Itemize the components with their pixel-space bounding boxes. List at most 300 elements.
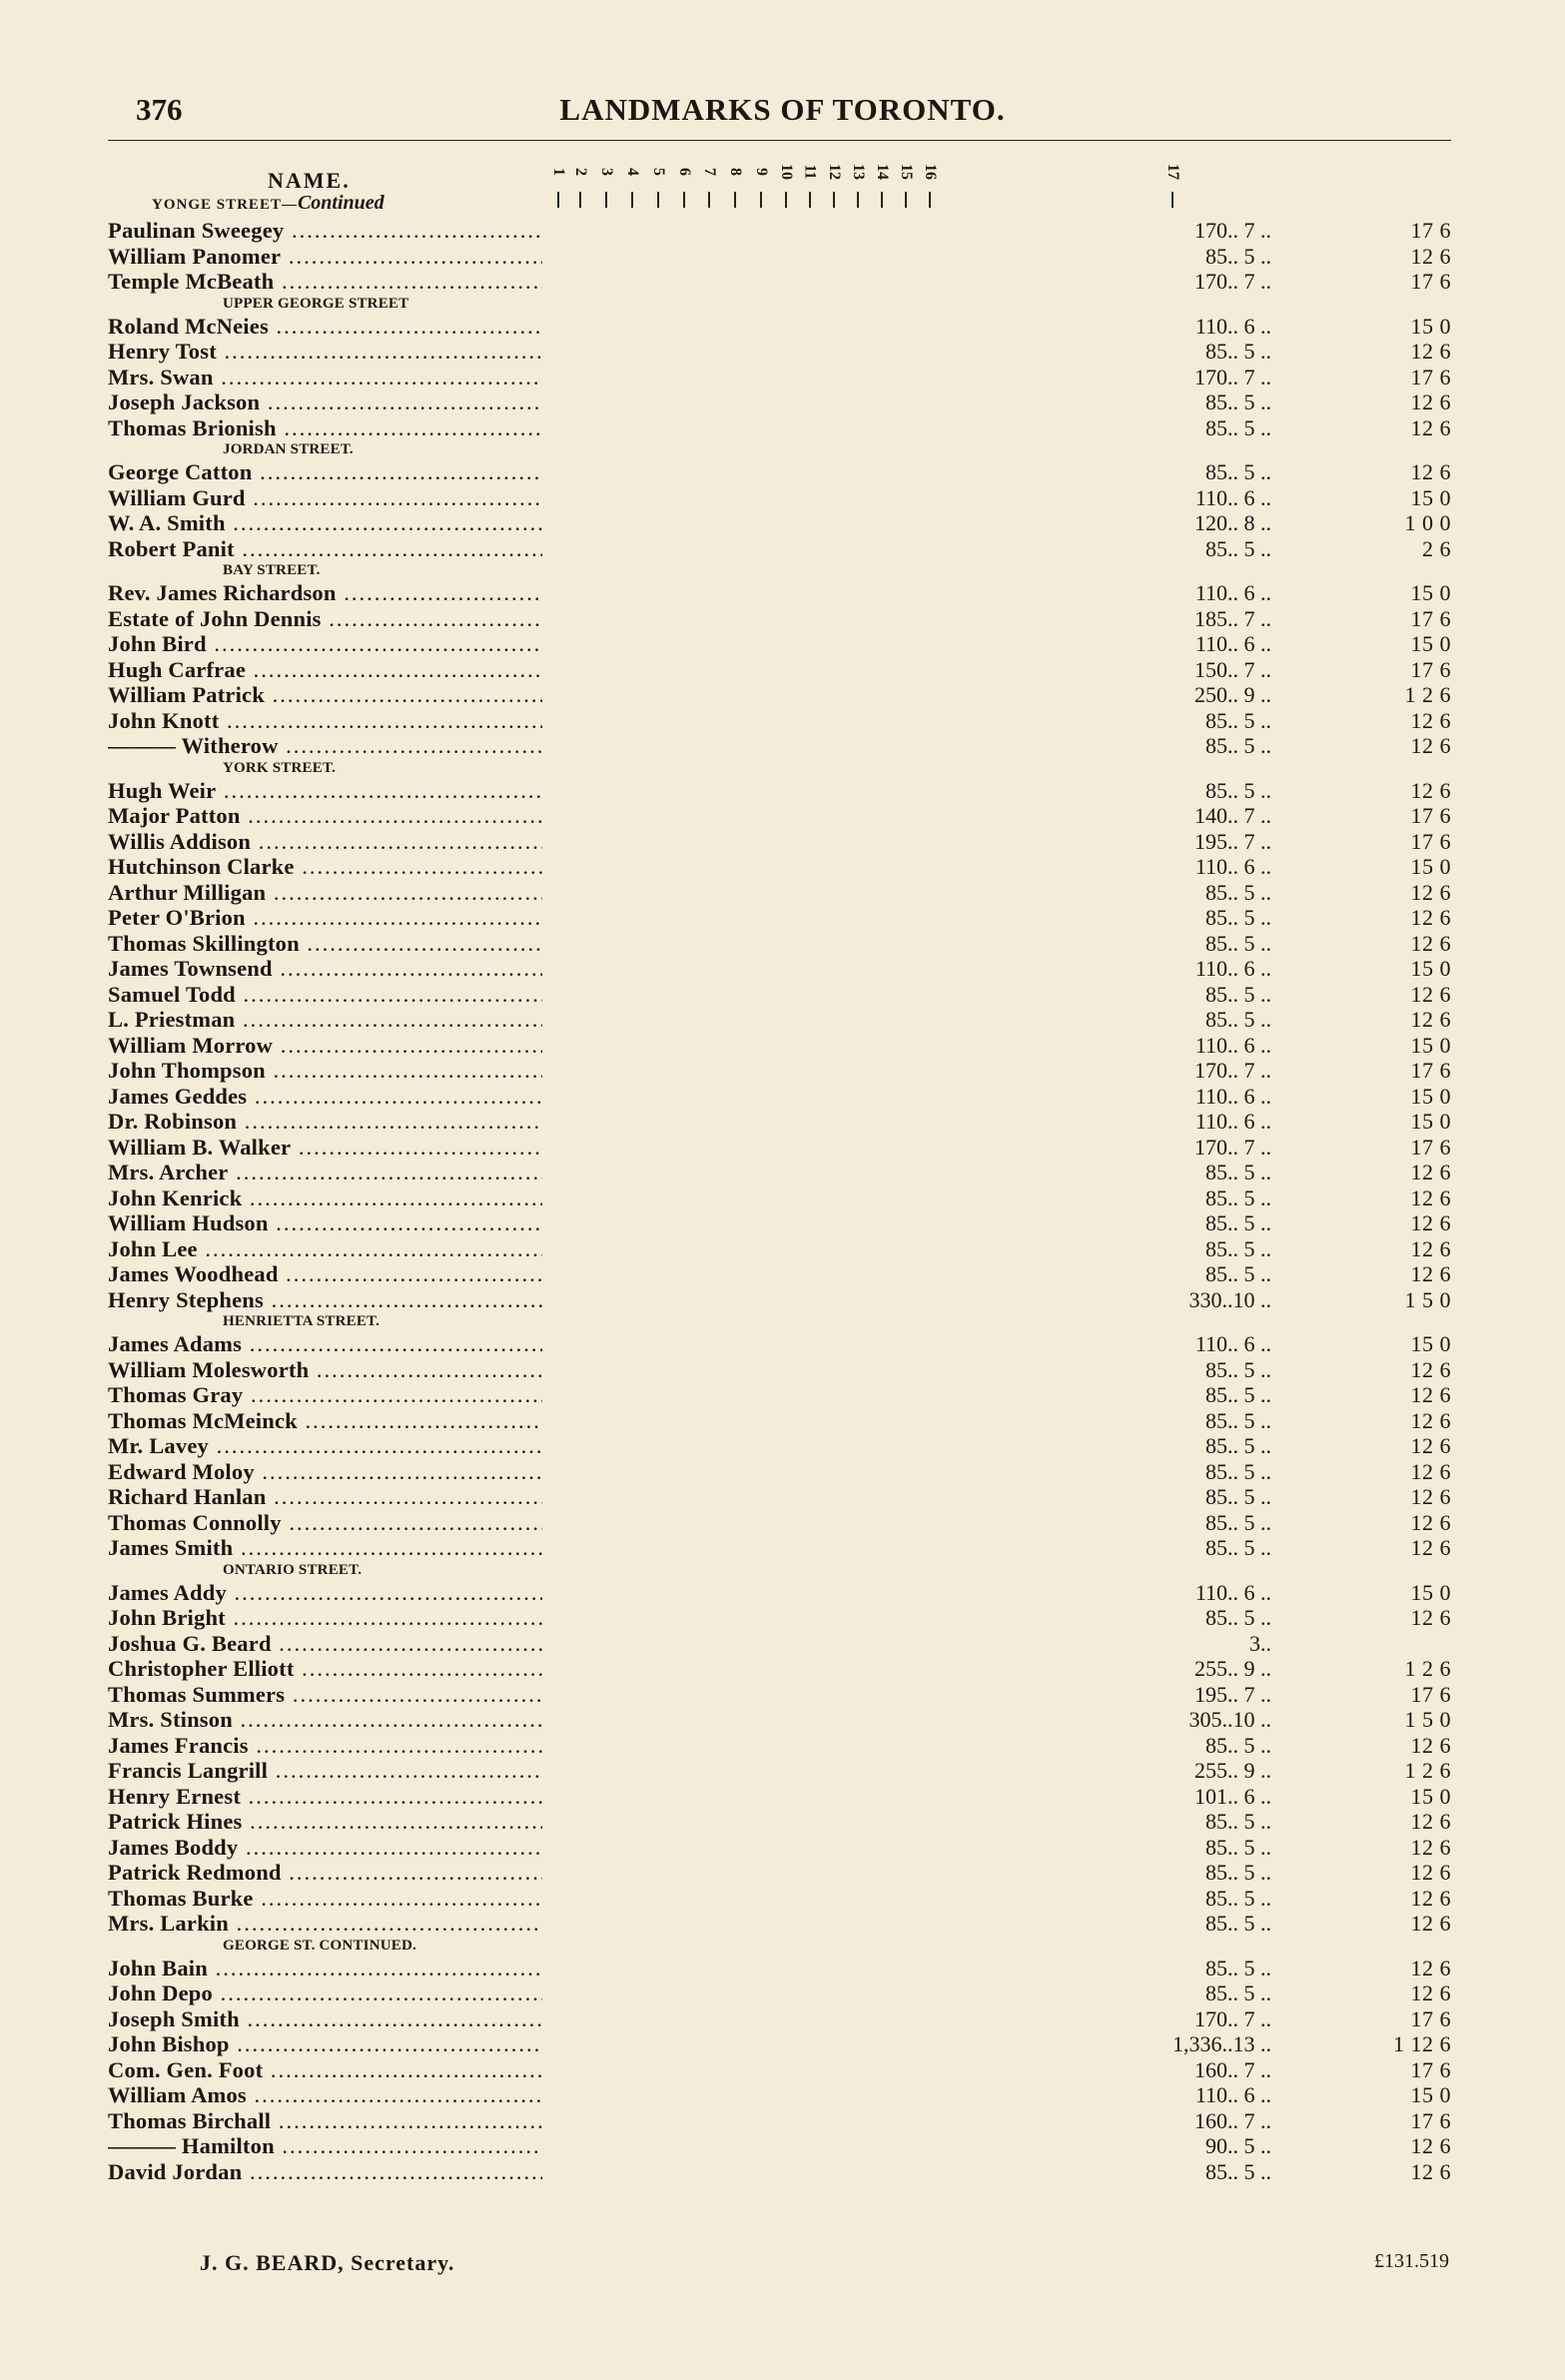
assessment-amount: 85.. 5 .. [1152,1261,1271,1287]
tax-total: 12 6 [1410,459,1451,484]
owner-name: James Boddy ..... [108,1835,542,1861]
street-section-heading [108,759,1451,778]
tax-total: 15 0 [1410,580,1451,605]
table-row [108,1784,1451,1810]
owner-name: Patrick Hines ..... [108,1809,542,1835]
assessment-amount: 110.. 6 .. [1152,1084,1271,1110]
secretary-signature: J. G. BEARD, Secretary. [200,2250,455,2275]
table-row [108,510,1451,536]
assessment-amount: 85.. 5 .. [1152,778,1271,804]
tax-total: 12 6 [1410,1484,1451,1509]
owner-name: James Francis ..... [108,1733,542,1759]
street-name: UPPER GEORGE STREET [223,295,409,312]
assessment-amount: 85.. 5 .. [1152,880,1271,906]
table-row [108,1236,1451,1262]
column-divider [631,192,633,208]
assessment-amount: 85.. 5 .. [1152,1459,1271,1485]
tax-total: 12 6 [1410,1732,1451,1758]
street-section-heading [108,561,1451,580]
assessment-amount: 85.. 5 .. [1152,1484,1271,1510]
table-row [108,733,1451,759]
owner-name: John Bain ..... [108,1956,542,1982]
column-divider [833,192,835,208]
street-section-heading [108,295,1451,314]
tax-total: 12 6 [1410,2158,1451,2184]
table-row [108,1707,1451,1733]
tax-total: 12 6 [1410,1605,1451,1630]
tax-total: 12 6 [1410,414,1451,440]
column-number-9: 9 [753,168,770,176]
assessment-amount: 85.. 5 .. [1152,1911,1271,1937]
table-row [108,1733,1451,1759]
tax-total: 17 6 [1410,2005,1451,2031]
owner-name: Joseph Smith ..... [108,2006,542,2032]
column-number-16: 16 [922,164,939,180]
assessment-amount: 85.. 5 .. [1152,1382,1271,1408]
assessment-amount: 170.. 7 .. [1152,2006,1271,2032]
owner-name: Mrs. Stinson ..... [108,1707,542,1733]
owner-name: John Kenrick ..... [108,1186,542,1211]
table-row [108,1459,1451,1485]
tax-total: 15 0 [1410,631,1451,656]
tax-total: 12 6 [1410,981,1451,1007]
street-section-heading [108,1937,1451,1956]
owner-name: L. Priestman ..... [108,1007,542,1033]
tax-total: 12 6 [1410,930,1451,956]
table-row [108,1886,1451,1912]
table-row [108,314,1451,340]
assessment-amount: 85.. 5 .. [1152,1535,1271,1561]
page-number: 376 [136,92,183,127]
assessment-amount: 85.. 5 .. [1152,1160,1271,1186]
assessment-amount: 305..10 .. [1152,1707,1271,1733]
tax-total: 17 6 [1410,1058,1451,1083]
column-number-8: 8 [727,168,744,176]
grand-total: £131.519 [1374,2250,1449,2272]
assessment-amount: 170.. 7 .. [1152,269,1271,295]
table-row [108,657,1451,683]
owner-name: Samuel Todd ..... [108,982,542,1008]
table-row [108,2133,1451,2159]
table-row [108,1109,1451,1135]
owner-name: Mrs. Archer ..... [108,1160,542,1186]
tax-total: 17 6 [1410,2056,1451,2082]
tax-total: 1 5 0 [1404,1707,1451,1732]
assessment-amount: 85.. 5 .. [1152,1510,1271,1536]
owner-name: Richard Hanlan ..... [108,1484,542,1510]
owner-name: John Bird ..... [108,631,542,657]
owner-name: Hugh Weir ..... [108,778,542,804]
owner-name: Edward Moloy ..... [108,1459,542,1485]
tax-total: 12 6 [1410,1911,1451,1936]
tax-total: 12 6 [1410,1356,1451,1382]
table-row [108,1261,1451,1287]
assessment-amount: 85.. 5 .. [1152,733,1271,759]
table-row [108,2057,1451,2083]
owner-name: Rev. James Richardson ..... [108,580,542,606]
tax-total: 12 6 [1410,1210,1451,1235]
tax-total: 17 6 [1410,2107,1451,2133]
table-row [108,708,1451,734]
street-section-heading [108,440,1451,459]
assessment-amount: 160.. 7 .. [1152,2057,1271,2083]
column-number-11: 11 [802,164,819,180]
column-number-13: 13 [850,164,867,180]
table-row [108,1007,1451,1033]
tax-total: 12 6 [1410,1261,1451,1286]
assessment-amount: 85.. 5 .. [1152,905,1271,931]
owner-name: William Panomer ..... [108,244,542,270]
tax-total: 15 0 [1410,1109,1451,1134]
tax-total: 1 2 6 [1404,682,1451,707]
tax-total: 12 6 [1410,243,1451,269]
assessment-amount: 110.. 6 .. [1152,580,1271,606]
owner-name: Thomas McMeinck ..... [108,1408,542,1434]
table-row [108,931,1451,957]
tax-total: 17 6 [1410,269,1451,294]
owner-name: ——— Hamilton ..... [108,2133,542,2159]
owner-name: Joshua G. Beard ..... [108,1631,542,1657]
column-number-14: 14 [874,164,891,180]
owner-name: James Smith ..... [108,1535,542,1561]
owner-name: Thomas Summers ..... [108,1682,542,1708]
street-section-heading [108,1312,1451,1331]
tax-total: 12 6 [1410,2133,1451,2158]
assessment-amount: 160.. 7 .. [1152,2108,1271,2134]
owner-name: John Bishop ..... [108,2031,542,2057]
table-row [108,1382,1451,1408]
street-name: HENRIETTA STREET. [223,1313,381,1329]
owner-name: William Patrick ..... [108,682,542,708]
owner-name: Henry Stephens ..... [108,1287,542,1313]
owner-name: William Amos ..... [108,2082,542,2108]
column-divider [734,192,736,208]
table-row [108,1809,1451,1835]
table-row [108,1210,1451,1236]
section-heading-yonge: YONGE STREET—Continued [152,192,385,214]
owner-name: William B. Walker ..... [108,1135,542,1161]
tax-total: 17 6 [1410,656,1451,682]
column-divider [657,192,659,208]
column-number-12: 12 [826,164,843,180]
tax-total: 12 6 [1410,1981,1451,2005]
owner-name: Thomas Connolly ..... [108,1510,542,1536]
owner-name: David Jordan ..... [108,2159,542,2185]
assessment-amount: 85.. 5 .. [1152,931,1271,957]
column-number-2: 2 [572,168,589,176]
tax-total: 12 6 [1410,1955,1451,1981]
owner-name: John Knott ..... [108,708,542,734]
owner-name: William Hudson ..... [108,1210,542,1236]
owner-name: Temple McBeath ..... [108,269,542,295]
street-name: ONTARIO STREET. [223,1561,363,1578]
owner-name: Estate of John Dennis ..... [108,606,542,632]
assessment-amount: 90.. 5 .. [1152,2133,1271,2159]
column-divider [857,192,859,208]
tax-total: 12 6 [1410,339,1451,364]
street-section-heading [108,1561,1451,1580]
table-row [108,1484,1451,1510]
page-title: LANDMARKS OF TORONTO. [559,92,1006,127]
owner-name: George Catton ..... [108,459,542,485]
table-row [108,982,1451,1008]
tax-total: 17 6 [1410,605,1451,631]
owner-name: William Gurd ..... [108,485,542,511]
table-row [108,1433,1451,1459]
column-divider [881,192,883,208]
table-row [108,365,1451,391]
tax-total: 15 0 [1410,2082,1451,2107]
assessment-amount: 170.. 7 .. [1152,365,1271,391]
column-divider [683,192,685,208]
table-row [108,1033,1451,1059]
assessment-amount: 85.. 5 .. [1152,1186,1271,1211]
assessment-amount: 85.. 5 .. [1152,459,1271,485]
owner-name: Hugh Carfrae ..... [108,657,542,683]
assessment-amount: 85.. 5 .. [1152,2159,1271,2185]
tax-total: 12 6 [1410,1007,1451,1032]
assessment-amount: 110.. 6 .. [1152,854,1271,880]
assessment-amount: 110.. 6 .. [1152,1033,1271,1059]
assessment-amount: 170.. 7 .. [1152,1058,1271,1084]
table-row [108,1331,1451,1357]
tax-total: 17 6 [1410,1681,1451,1707]
table-row [108,1160,1451,1186]
page-footer [108,2250,1451,2280]
assessment-amount: 170.. 7 .. [1152,1135,1271,1161]
tax-total: 12 6 [1410,733,1451,758]
page-header [130,92,1435,132]
table-row [108,1682,1451,1708]
assessment-amount: 85.. 5 .. [1152,415,1271,441]
owner-name: Com. Gen. Foot ..... [108,2057,542,2083]
owner-name: John Lee ..... [108,1236,542,1262]
assessment-amount: 255.. 9 .. [1152,1758,1271,1784]
tax-total: 1 2 6 [1404,1656,1451,1681]
tax-total: 12 6 [1410,777,1451,803]
owner-name: Thomas Burke ..... [108,1886,542,1912]
tax-total: 17 6 [1410,828,1451,854]
table-row [108,2108,1451,2134]
tax-total: 12 6 [1410,1509,1451,1535]
table-row [108,1860,1451,1886]
owner-name: James Townsend ..... [108,956,542,982]
column-number-3: 3 [598,168,615,176]
owner-name: Robert Panit ..... [108,536,542,562]
owner-name: Peter O'Brion ..... [108,905,542,931]
assessment-amount: 85.. 5 .. [1152,1357,1271,1383]
tax-total: 12 6 [1410,879,1451,905]
tax-total: 1 2 6 [1404,1758,1451,1783]
assessment-amount: 85.. 5 .. [1152,1981,1271,2006]
table-row [108,1981,1451,2006]
column-divider [557,192,559,208]
table-row [108,2006,1451,2032]
column-divider [929,192,931,208]
assessment-table [108,218,1451,2184]
table-row [108,485,1451,511]
owner-name: Henry Ernest ..... [108,1784,542,1810]
owner-name: William Molesworth ..... [108,1357,542,1383]
owner-name: Thomas Skillington ..... [108,931,542,957]
owner-name: James Addy ..... [108,1580,542,1606]
table-row [108,269,1451,295]
table-row [108,1605,1451,1631]
column-divider [1172,192,1174,208]
assessment-amount: 85.. 5 .. [1152,1956,1271,1982]
assessment-amount: 110.. 6 .. [1152,631,1271,657]
tax-total: 15 0 [1410,1579,1451,1605]
tax-total: 15 0 [1410,1083,1451,1109]
assessment-amount: 85.. 5 .. [1152,708,1271,734]
table-row [108,1186,1451,1211]
table-row [108,1835,1451,1861]
tax-total: 12 6 [1410,707,1451,733]
assessment-amount: 85.. 5 .. [1152,1605,1271,1631]
assessment-amount: 85.. 5 .. [1152,1860,1271,1886]
owner-name: Roland McNeies ..... [108,314,542,340]
owner-name: John Thompson ..... [108,1058,542,1084]
owner-name: Mr. Lavey ..... [108,1433,542,1459]
owner-name: W. A. Smith ..... [108,510,542,536]
owner-name: Thomas Brionish ..... [108,415,542,441]
table-row [108,1287,1451,1313]
assessment-amount: 110.. 6 .. [1152,314,1271,340]
tax-total: 17 6 [1410,218,1451,243]
owner-name: Patrick Redmond ..... [108,1860,542,1886]
tax-total: 1 0 0 [1404,510,1451,535]
table-row [108,339,1451,365]
assessment-amount: 140.. 7 .. [1152,803,1271,829]
assessment-amount: 85.. 5 .. [1152,1236,1271,1262]
column-number-5: 5 [650,168,667,176]
column-divider [605,192,607,208]
column-number-15: 15 [898,164,915,180]
table-row [108,1631,1451,1657]
owner-name: ——— Witherow ..... [108,733,542,759]
tax-total: 12 6 [1410,1885,1451,1911]
tax-total: 15 0 [1410,1783,1451,1809]
assessment-amount: 85.. 5 .. [1152,1007,1271,1033]
assessment-amount: 110.. 6 .. [1152,1331,1271,1357]
table-row [108,854,1451,880]
owner-name: Hutchinson Clarke ..... [108,854,542,880]
owner-name: Paulinan Sweegey ..... [108,218,542,244]
table-row [108,829,1451,855]
table-row [108,1058,1451,1084]
table-column-header [108,150,1451,214]
table-row [108,1135,1451,1161]
tax-total: 12 6 [1410,1535,1451,1560]
column-number-7: 7 [701,168,718,176]
assessment-amount: 85.. 5 .. [1152,536,1271,562]
tax-total: 12 6 [1410,1834,1451,1860]
assessment-amount: 185.. 7 .. [1152,606,1271,632]
table-row [108,1758,1451,1784]
assessment-amount: 330..10 .. [1152,1287,1271,1313]
assessment-amount: 101.. 6 .. [1152,1784,1271,1810]
owner-name: James Woodhead ..... [108,1261,542,1287]
tax-total: 15 0 [1410,484,1451,510]
tax-total: 15 0 [1410,1331,1451,1356]
table-row [108,1911,1451,1937]
street-name: BAY STREET. [223,562,321,578]
assessment-amount: 120.. 8 .. [1152,510,1271,536]
tax-total: 15 0 [1410,313,1451,339]
tax-total: 12 6 [1410,1433,1451,1458]
tax-total: 12 6 [1410,1235,1451,1261]
owner-name: Henry Tost ..... [108,339,542,365]
owner-name: William Morrow ..... [108,1033,542,1059]
owner-name: Arthur Milligan ..... [108,880,542,906]
tax-total: 1 12 6 [1393,2031,1451,2056]
tax-total: 15 0 [1410,1032,1451,1058]
table-row [108,1956,1451,1982]
owner-name: James Geddes ..... [108,1084,542,1110]
assessment-amount: 110.. 6 .. [1152,956,1271,982]
table-row [108,1084,1451,1110]
owner-name: John Bright ..... [108,1605,542,1631]
assessment-amount: 110.. 6 .. [1152,1580,1271,1606]
owner-name: Major Patton ..... [108,803,542,829]
tax-total: 12 6 [1410,390,1451,414]
assessment-amount: 85.. 5 .. [1152,1733,1271,1759]
assessment-amount: 85.. 5 .. [1152,1809,1271,1835]
tax-total: 17 6 [1410,1134,1451,1160]
tax-total: 12 6 [1410,1860,1451,1885]
owner-name: Mrs. Larkin ..... [108,1911,542,1937]
column-number-4: 4 [624,168,641,176]
tax-total: 17 6 [1410,803,1451,828]
column-number-1: 1 [550,168,567,176]
table-row [108,880,1451,906]
tax-total: 2 6 [1422,535,1451,561]
assessment-amount: 250.. 9 .. [1152,682,1271,708]
street-name: JORDAN STREET. [223,441,354,457]
street-name: GEORGE ST. CONTINUED. [223,1937,416,1954]
name-column-label: NAME. [268,168,351,193]
assessment-amount: 170.. 7 .. [1152,218,1271,244]
table-row [108,580,1451,606]
assessment-amount: 85.. 5 .. [1152,1886,1271,1912]
tax-total: 12 6 [1410,1407,1451,1433]
column-divider [579,192,581,208]
assessment-amount: 110.. 6 .. [1152,485,1271,511]
tax-total: 12 6 [1410,1185,1451,1210]
table-row [108,631,1451,657]
table-row [108,606,1451,632]
tax-total: 12 6 [1410,1160,1451,1185]
table-row [108,415,1451,441]
column-divider [809,192,811,208]
column-number-10: 10 [778,164,795,180]
assessment-amount: 110.. 6 .. [1152,2082,1271,2108]
table-row [108,1408,1451,1434]
tax-total: 12 6 [1410,1382,1451,1407]
assessment-amount: 195.. 7 .. [1152,1682,1271,1708]
owner-name: Mrs. Swan ..... [108,365,542,391]
table-row [108,778,1451,804]
table-row [108,803,1451,829]
table-row [108,1580,1451,1606]
column-divider [785,192,787,208]
table-row [108,459,1451,485]
owner-name: Francis Langrill ..... [108,1758,542,1784]
table-row [108,244,1451,270]
tax-total: 12 6 [1410,1809,1451,1834]
table-row [108,390,1451,415]
tax-total: 12 6 [1410,905,1451,930]
